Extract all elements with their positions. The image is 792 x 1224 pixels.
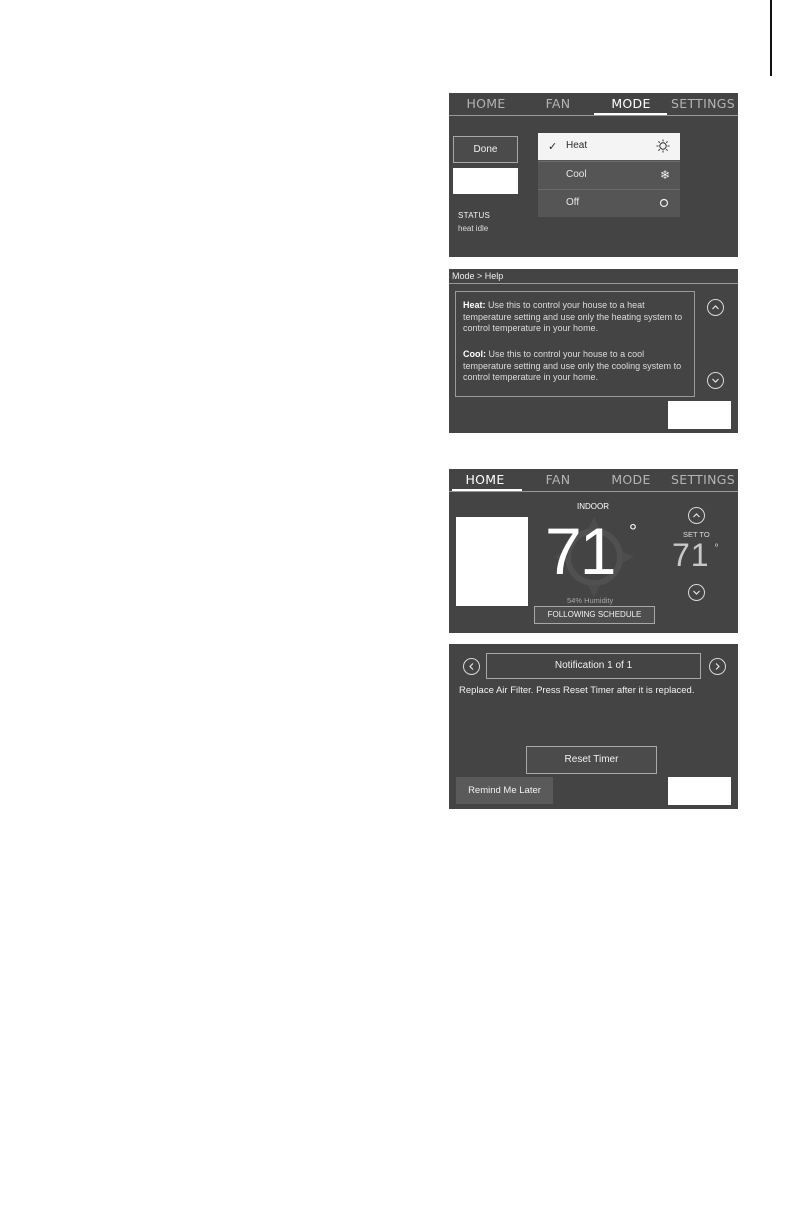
mode-option-cool[interactable] — [538, 161, 680, 189]
heat-help-paragraph — [463, 300, 691, 335]
blank-panel — [456, 517, 528, 606]
blank-button-area — [668, 777, 731, 805]
setpoint-degree-symbol: ° — [714, 543, 719, 554]
following-schedule-button[interactable]: FOLLOWING SCHEDULE — [534, 606, 655, 624]
blank-button-area — [668, 401, 731, 429]
tab-fan[interactable]: FAN — [545, 96, 571, 111]
done-button[interactable]: Done — [453, 136, 518, 163]
mode-option-label: Off — [566, 197, 580, 208]
indoor-label: INDOOR — [577, 502, 609, 511]
tab-bar — [449, 93, 738, 116]
temp-down-button[interactable] — [688, 584, 705, 601]
setpoint-temperature: 71 — [672, 537, 710, 573]
reset-timer-button[interactable]: Reset Timer — [526, 746, 657, 774]
mode-option-label: Cool — [566, 169, 587, 180]
active-tab-indicator — [594, 113, 667, 115]
chevron-right-icon — [713, 662, 722, 671]
cool-term: Cool: — [463, 349, 486, 359]
notification-message: Replace Air Filter. Press Reset Timer after it is replaced. — [459, 685, 695, 696]
temp-up-button[interactable] — [688, 507, 705, 524]
page-edge-marker — [770, 0, 772, 76]
previous-notification-button[interactable] — [463, 658, 480, 675]
tab-bar — [449, 469, 738, 492]
heat-term: Heat: — [463, 300, 486, 310]
checkmark-icon: ✓ — [548, 141, 558, 153]
tab-fan[interactable]: FAN — [545, 472, 571, 487]
tab-settings[interactable]: SETTINGS — [671, 96, 735, 111]
mode-dropdown — [538, 133, 680, 217]
indoor-degree-symbol: ° — [629, 521, 637, 543]
set-to-label: SET TO — [683, 530, 710, 539]
remind-me-later-button[interactable]: Remind Me Later — [456, 777, 553, 804]
scroll-up-button[interactable] — [707, 299, 724, 316]
chevron-up-icon — [711, 303, 720, 312]
mode-option-label: Heat — [566, 140, 588, 151]
mode-help-screen — [449, 269, 738, 433]
status-value: heat idle — [458, 224, 489, 233]
snowflake-icon: ❄ — [659, 168, 670, 182]
humidity-readout: 54% Humidity — [567, 596, 614, 605]
chevron-down-icon — [711, 376, 720, 385]
tab-home[interactable]: HOME — [465, 472, 505, 487]
tab-home[interactable]: HOME — [466, 96, 506, 111]
notification-screen — [449, 644, 738, 809]
next-notification-button[interactable] — [709, 658, 726, 675]
tab-mode[interactable]: MODE — [611, 472, 651, 487]
circle-icon — [658, 196, 670, 211]
breadcrumb: Mode > Help — [449, 269, 738, 284]
indoor-temperature: 71 — [545, 514, 615, 588]
blank-button-area — [453, 168, 518, 194]
mode-option-off[interactable] — [538, 189, 680, 217]
chevron-left-icon — [467, 662, 476, 671]
cool-description: Use this to control your house to a cool temperature setting and use only the cooling system to control temperature in your home. — [463, 349, 682, 382]
sun-icon — [656, 139, 670, 156]
heat-description: Use this to control your house to a heat temperature setting and use only the heating system to control temperature in your home. — [463, 300, 683, 333]
status-title: STATUS — [458, 211, 491, 220]
chevron-up-icon — [692, 511, 701, 520]
tab-settings[interactable]: SETTINGS — [671, 472, 735, 487]
home-screen — [449, 469, 738, 633]
tab-mode[interactable]: MODE — [611, 96, 651, 111]
mode-option-heat[interactable] — [538, 133, 680, 160]
active-tab-indicator — [452, 489, 522, 491]
chevron-down-icon — [692, 588, 701, 597]
scroll-down-button[interactable] — [707, 372, 724, 389]
notification-title: Notification 1 of 1 — [486, 653, 701, 679]
cool-help-paragraph — [463, 349, 691, 384]
help-text-box — [455, 291, 695, 397]
mode-screen — [449, 93, 738, 257]
